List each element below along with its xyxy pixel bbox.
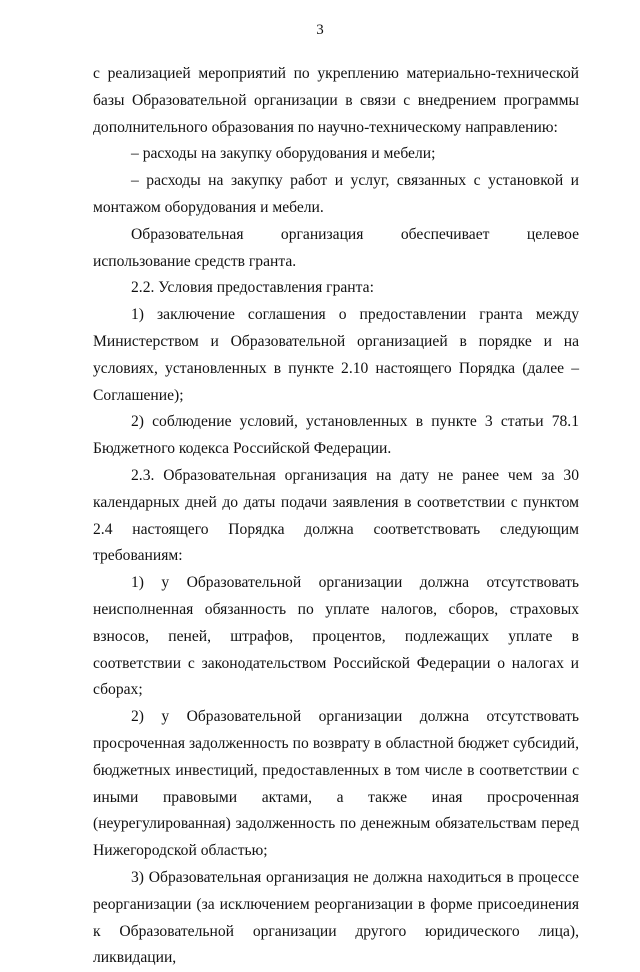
paragraph: с реализацией мероприятий по укреплению материально-технической базы Образовательной организации в связи с внедрением программы дополнительного образования по научно-техническому направлению: xyxy=(93,65,579,136)
paragraph: 2) у Образовательной организации должна отсутствовать просроченная задолженность по возврату в областной бюджет субсидий, бюджетных инвестиций, предоставленных в том числе в соответствии с иными правовыми актами, а также иная просроченная (неурегулированная) задолженность по денежным обязательствам перед Нижегородской областью; xyxy=(93,708,579,860)
paragraph: – расходы на закупку работ и услуг, связанных с установкой и монтажом оборудования и мебели. xyxy=(93,172,579,216)
paragraph: 1) заключение соглашения о предоставлении гранта между Министерством и Образовательной организацией в порядке и на условиях, установленных в пункте 2.10 настоящего Порядка (далее – Соглашение); xyxy=(93,306,579,404)
paragraph: 2) соблюдение условий, установленных в пункте 3 статьи 78.1 Бюджетного кодекса Российской Федерации. xyxy=(93,413,579,458)
paragraph: 2.2. Условия предоставления гранта: xyxy=(131,279,374,297)
document-body xyxy=(93,61,579,972)
paragraph: 1) у Образовательной организации должна отсутствовать неисполненная обязанность по уплате налогов, сборов, страховых взносов, пеней, штрафов, процентов, подлежащих уплате в соответствии с законодательством Российской Федерации о налогах и сборах; xyxy=(93,574,579,699)
paragraph: Образовательная организация обеспечивает целевое использование средств гранта. xyxy=(93,225,579,270)
paragraph: 2.3. Образовательная организация на дату не ранее чем за 30 календарных дней до даты подачи заявления в соответствии с пунктом 2.4 настоящего Порядка должна соответствовать следующим требованиям: xyxy=(93,466,579,565)
paragraph: – расходы на закупку оборудования и мебели; xyxy=(131,145,436,163)
paragraph: 3) Образовательная организация не должна находиться в процессе реорганизации (за исключением реорганизации в форме присоединения к Образовательной организации другого юридического лица), ликвидации, xyxy=(93,868,579,967)
page-number: 3 xyxy=(316,22,324,38)
